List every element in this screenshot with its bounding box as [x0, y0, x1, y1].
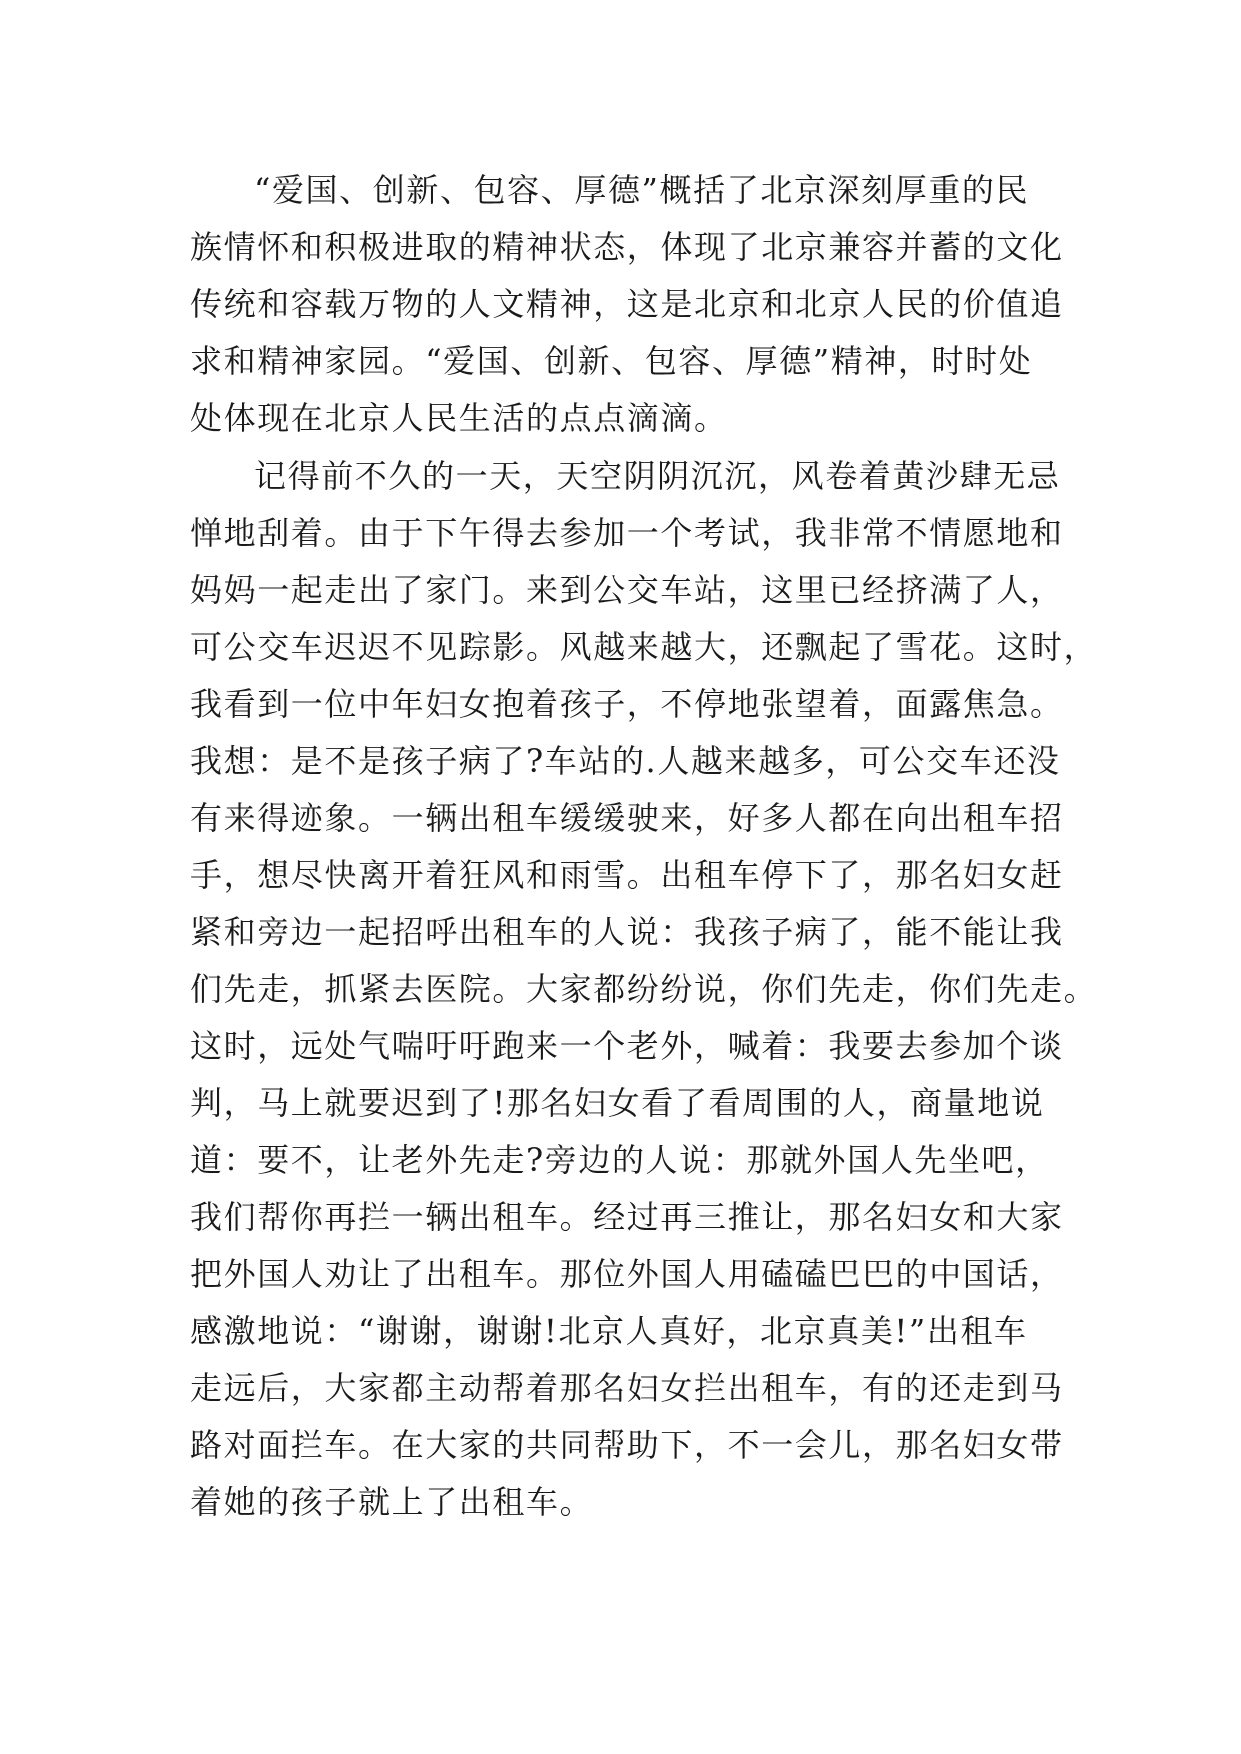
paragraph-line: 判，马上就要迟到了!那名妇女看了看周围的人，商量地说: [190, 1084, 1045, 1122]
paragraph-1: [190, 162, 1070, 447]
paragraph-line: 这时，远处气喘吁吁跑来一个老外，喊着：我要去参加个谈: [190, 1027, 1064, 1065]
paragraph-line: 走远后，大家都主动帮着那名妇女拦出租车，有的还走到马: [190, 1369, 1064, 1407]
paragraph-line: 道：要不，让老外先走?旁边的人说：那就外国人先坐吧，: [190, 1141, 1049, 1179]
paragraph-2: [190, 448, 1098, 1531]
paragraph-line: 惮地刮着。由于下午得去参加一个考试，我非常不情愿地和: [190, 514, 1064, 552]
paragraph-line: 着她的孩子就上了出租车。: [190, 1483, 594, 1521]
paragraph-line: 传统和容载万物的人文精神，这是北京和北京人民的价值追: [190, 285, 1064, 323]
paragraph-line: 手，想尽快离开着狂风和雨雪。出租车停下了，那名妇女赶: [190, 856, 1064, 894]
paragraph-line: “爱国、创新、包容、厚德”概括了北京深刻厚重的民: [254, 171, 1030, 209]
paragraph-line: 把外国人劝让了出租车。那位外国人用磕磕巴巴的中国话，: [190, 1255, 1064, 1293]
paragraph-line: 有来得迹象。一辆出租车缓缓驶来，好多人都在向出租车招: [190, 799, 1064, 837]
paragraph-line: 紧和旁边一起招呼出租车的人说：我孩子病了，能不能让我: [190, 913, 1064, 951]
paragraph-line: 处体现在北京人民生活的点点滴滴。: [190, 399, 728, 437]
paragraph-line: 求和精神家园。“爱国、创新、包容、厚德”精神，时时处: [190, 342, 1033, 380]
paragraph-line: 路对面拦车。在大家的共同帮助下，不一会儿，那名妇女带: [190, 1426, 1064, 1464]
paragraph-line: 可公交车迟迟不见踪影。风越来越大，还飘起了雪花。这时，: [190, 628, 1098, 666]
paragraph-line: 感激地说：“谢谢，谢谢!北京人真好，北京真美!”出租车: [190, 1312, 1028, 1350]
paragraph-line: 妈妈一起走出了家门。来到公交车站，这里已经挤满了人，: [190, 571, 1064, 609]
paragraph-line: 我看到一位中年妇女抱着孩子，不停地张望着，面露焦急。: [190, 685, 1064, 723]
paragraph-line: 族情怀和积极进取的精神状态，体现了北京兼容并蓄的文化: [190, 228, 1064, 266]
paragraph-line: 记得前不久的一天，天空阴阴沉沉，风卷着黄沙肆无忌: [254, 457, 1061, 495]
paragraph-line: 我们帮你再拦一辆出租车。经过再三推让，那名妇女和大家: [190, 1198, 1064, 1236]
paragraph-line: 我想：是不是孩子病了?车站的.人越来越多，可公交车还没: [190, 742, 1061, 780]
paragraph-line: 们先走，抓紧去医院。大家都纷纷说，你们先走，你们先走。: [190, 970, 1098, 1008]
